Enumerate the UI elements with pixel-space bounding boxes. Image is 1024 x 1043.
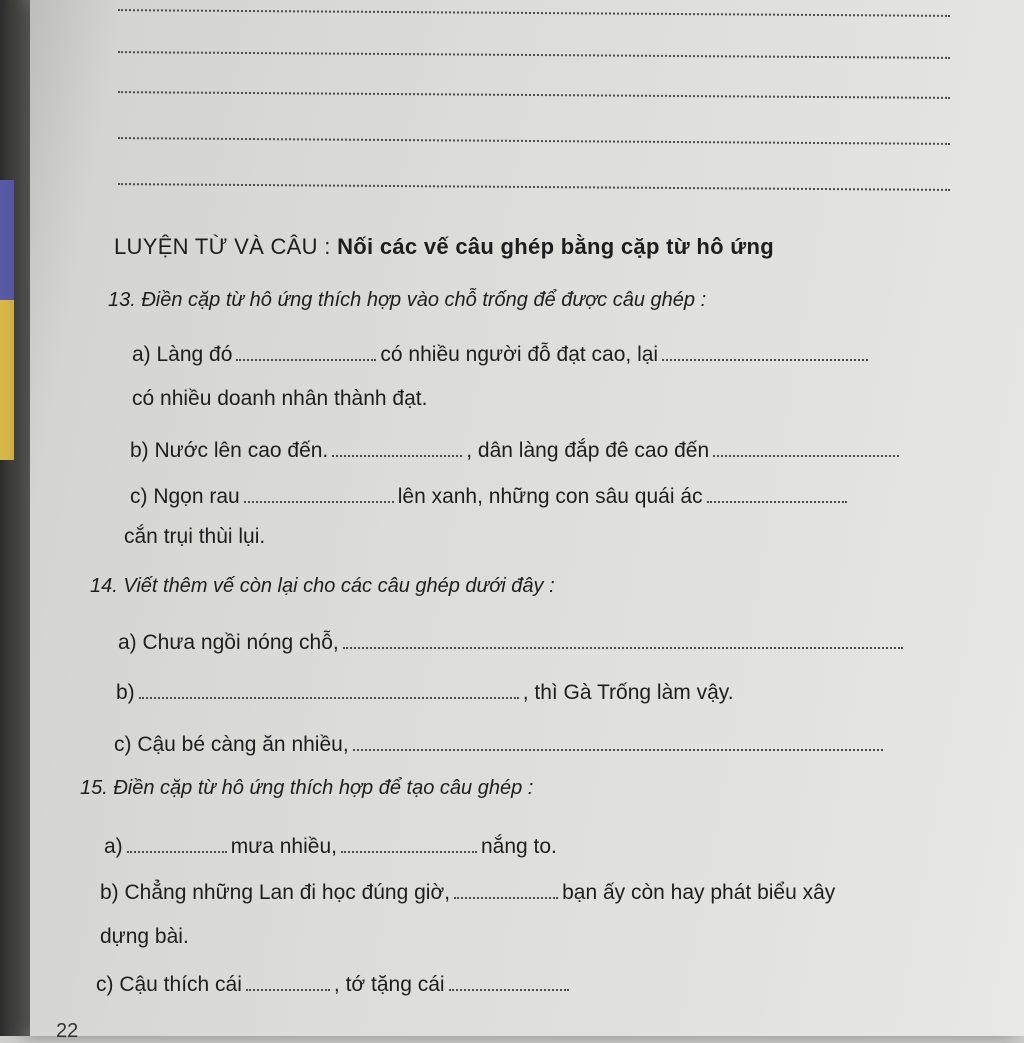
exercise-13c-text-2: lên xanh, những con sâu quái ác xyxy=(397,484,703,508)
exercise-14b-label: b) xyxy=(116,680,135,704)
exercise-14a-line xyxy=(118,630,907,653)
blank-field[interactable] xyxy=(244,484,394,503)
exercise-13a-line2: có nhiều doanh nhân thành đạt. xyxy=(132,387,428,410)
blank-field[interactable] xyxy=(449,972,569,991)
blank-field[interactable] xyxy=(236,342,376,361)
exercise-15a-label: a) xyxy=(104,834,123,858)
blank-field[interactable] xyxy=(353,732,883,751)
exercise-14c-line xyxy=(114,732,887,755)
blank-field[interactable] xyxy=(707,484,847,503)
book-binding-strip xyxy=(0,180,14,300)
exercise-15a-line xyxy=(104,834,557,857)
exercise-13-prompt: 13. Điền cặp từ hô ứng thích hợp vào chỗ trống để được câu ghép : xyxy=(108,289,707,311)
exercise-13a-text-2: có nhiều người đỗ đạt cao, lại xyxy=(380,342,659,366)
exercise-15b-line xyxy=(100,880,835,903)
exercise-15b-line2: dựng bài. xyxy=(100,925,189,948)
blank-field[interactable] xyxy=(332,438,462,457)
exercise-14a-text: a) Chưa ngồi nóng chỗ, xyxy=(118,630,339,654)
exercise-15b-text-2: bạn ấy còn hay phát biểu xây xyxy=(562,880,836,904)
section-heading-prefix: LUYỆN TỪ VÀ CÂU : xyxy=(114,234,331,259)
exercise-15b-text-1: b) Chẳng những Lan đi học đúng giờ, xyxy=(100,880,451,904)
exercise-14c-text: c) Cậu bé càng ăn nhiều, xyxy=(114,732,349,756)
blank-field[interactable] xyxy=(127,834,227,853)
blank-field[interactable] xyxy=(454,880,558,899)
blank-field[interactable] xyxy=(341,834,477,853)
blank-field[interactable] xyxy=(343,630,903,649)
exercise-14b-text: , thì Gà Trống làm vậy. xyxy=(522,680,734,704)
exercise-13c-line2: cắn trụi thùi lụi. xyxy=(124,525,266,548)
exercise-13b-text-1: b) Nước lên cao đến. xyxy=(130,438,329,462)
exercise-13c-line xyxy=(130,484,851,507)
blank-field[interactable] xyxy=(139,680,519,699)
exercise-13c-text-1: c) Ngọn rau xyxy=(130,484,240,508)
exercise-13b-text-2: , dân làng đắp đê cao đến xyxy=(466,438,710,462)
book-binding-strip xyxy=(0,300,14,460)
exercise-15c-text-1: c) Cậu thích cái xyxy=(96,972,242,996)
exercise-13a-line xyxy=(132,342,872,365)
page-number: 22 xyxy=(56,1020,79,1042)
blank-field[interactable] xyxy=(662,342,868,361)
section-heading xyxy=(114,236,774,258)
exercise-14-prompt: 14. Viết thêm vế còn lại cho các câu ghép dưới đây : xyxy=(90,575,555,597)
exercise-15c-line xyxy=(96,972,573,995)
exercise-15a-text-1: mưa nhiều, xyxy=(230,834,337,858)
exercise-15a-text-2: nắng to. xyxy=(480,834,557,858)
exercise-15c-text-2: , tớ tặng cái xyxy=(333,972,445,996)
exercise-14b-line xyxy=(116,680,734,703)
exercise-15-prompt: 15. Điền cặp từ hô ứng thích hợp để tạo câu ghép : xyxy=(80,777,534,799)
blank-field[interactable] xyxy=(246,972,330,991)
section-heading-title: Nối các vế câu ghép bằng cặp từ hô ứng xyxy=(337,234,774,259)
blank-field[interactable] xyxy=(713,438,899,457)
exercise-13a-text-1: a) Làng đó xyxy=(132,342,233,366)
exercise-13b-line xyxy=(130,438,903,461)
